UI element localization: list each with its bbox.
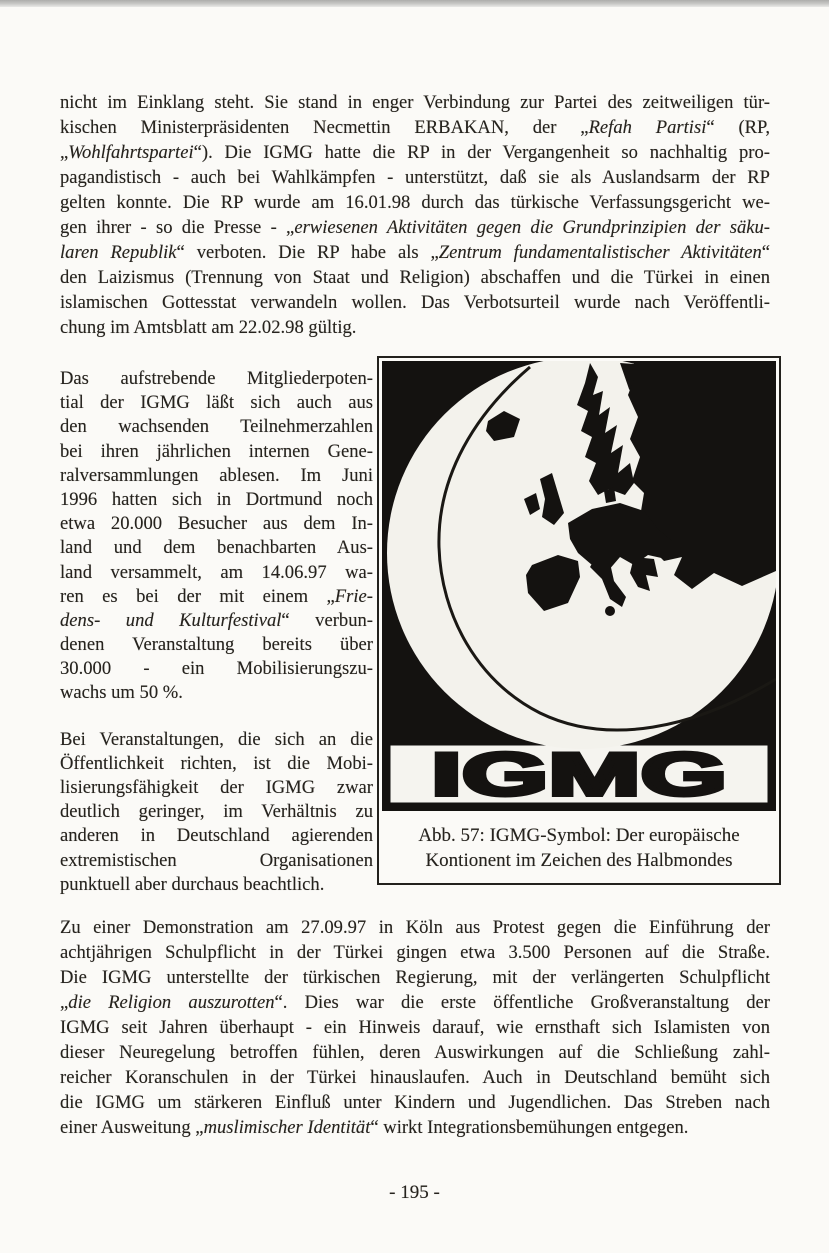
- text-line: denen Veranstaltung bereits über: [60, 634, 373, 656]
- text-line: islamischen Gottesstat verwandeln wollen. Das Verbotsurteil wurde nach Veröffentli-: [60, 292, 770, 313]
- text-line: 30.000 - ein Mobilisierungszu-: [60, 658, 373, 680]
- text-line: Abb. 57: IGMG-Symbol: Der europäische: [418, 825, 740, 846]
- logo-wordmark: IGMG: [431, 741, 727, 808]
- text-line: Bei Veranstaltungen, die sich an die: [60, 728, 373, 750]
- text-line: Kontionent im Zeichen des Halbmondes: [425, 850, 733, 871]
- mobilization-paragraph: [60, 728, 373, 897]
- text-line: „Wohlfahrtspartei“). Die IGMG hatte die RP in der Vergangenheit so nachhaltig pro-: [60, 142, 770, 163]
- figure-caption: [382, 811, 776, 875]
- scan-edge-artifact: [0, 0, 829, 7]
- text-line: dens- und Kulturfestival“ verbun-: [60, 609, 373, 631]
- text-line: gen ihrer - so die Presse - „erwiesenen Aktivitäten gegen die Grundprinzipien der säku-: [60, 217, 770, 238]
- text-line: „die Religion auszurotten“. Dies war die erste öffentliche Großveranstaltung der: [60, 992, 770, 1013]
- text-line: Öffentlichkeit richten, ist die Mobi-: [60, 752, 373, 774]
- text-line: die IGMG um stärkeren Einfluß unter Kindern und Jugendlichen. Das Streben nach: [60, 1092, 770, 1113]
- text-line: wachs um 50 %.: [60, 682, 183, 704]
- text-line: 1996 hatten sich in Dortmund noch: [60, 488, 373, 510]
- text-line: kischen Ministerpräsidenten Necmettin ERBAKAN, der „Refah Partisi“ (RP,: [60, 117, 770, 138]
- text-line: land versammelt, am 14.06.97 wa-: [60, 561, 373, 583]
- text-line: anderen in Deutschland agierenden: [60, 825, 373, 847]
- text-line: chung im Amtsblatt am 22.02.98 gültig.: [60, 317, 357, 338]
- text-line: einer Ausweitung „muslimischer Identität“ wirkt Integrationsbemühungen entgegen.: [60, 1117, 689, 1138]
- igmg-logo-image: [382, 361, 776, 811]
- text-line: gelten konnte. Die RP wurde am 16.01.98 durch das türkische Verfassungsgericht we-: [60, 192, 770, 213]
- text-line: IGMG seit Jahren überhaupt - ein Hinweis darauf, wie ernsthaft sich Islamisten von: [60, 1017, 770, 1038]
- text-line: dieser Neuregelung betroffen fühlen, deren Auswirkungen auf die Schließung zahl-: [60, 1042, 770, 1063]
- intro-paragraph: [60, 90, 770, 340]
- text-line: den wachsenden Teilnehmerzahlen: [60, 416, 373, 438]
- text-line: reicher Koranschulen in der Türkei hinauslaufen. Auch in Deutschland bemüht sich: [60, 1067, 770, 1088]
- membership-paragraph: [60, 367, 373, 706]
- text-line: etwa 20.000 Besucher aus dem In-: [60, 513, 373, 535]
- page-number: - 195 -: [389, 1182, 440, 1203]
- text-line: land und dem benachbarten Aus-: [60, 537, 373, 559]
- figure-abb-57: [377, 356, 781, 885]
- text-line: Zu einer Demonstration am 27.09.97 in Köln aus Protest gegen die Einführung der: [60, 917, 770, 938]
- text-line: laren Republik“ verboten. Die RP habe als „Zentrum fundamentalistischer Aktivitäten“: [60, 242, 771, 263]
- text-line: Die IGMG unterstellte der türkischen Regierung, mit der verlängerten Schulpflicht: [60, 967, 770, 988]
- text-line: ren es bei der mit einem „Frie-: [60, 585, 373, 607]
- text-line: extremistischen Organisationen: [60, 849, 373, 871]
- text-line: ralversammlungen ablesen. Im Juni: [60, 464, 373, 486]
- text-line: lisierungsfähigkeit der IGMG zwar: [60, 777, 373, 798]
- text-line: bei ihren jährlichen internen Gene-: [60, 440, 373, 462]
- text-line: achtjährigen Schulpflicht in der Türkei gingen etwa 3.500 Personen auf die Straße.: [60, 942, 770, 963]
- text-line: tial der IGMG läßt sich auch aus: [60, 392, 373, 414]
- text-line: punktuell aber durchaus beachtlich.: [60, 873, 325, 895]
- text-line: pagandistisch - auch bei Wahlkämpfen - unterstützt, daß sie als Auslandsarm der RP: [60, 167, 770, 188]
- paragraph-gap: [60, 706, 373, 728]
- text-line: Das aufstrebende Mitgliederpoten-: [60, 368, 373, 389]
- left-text-column: [60, 367, 373, 897]
- text-line: den Laizismus (Trennung von Staat und Religion) abschaffen und die Türkei in einen: [60, 267, 770, 288]
- closing-paragraph: [60, 915, 770, 1140]
- text-line: nicht im Einklang steht. Sie stand in enger Verbindung zur Partei des zeitweiligen tür-: [60, 92, 770, 113]
- text-line: deutlich geringer, im Verhältnis zu: [60, 801, 373, 823]
